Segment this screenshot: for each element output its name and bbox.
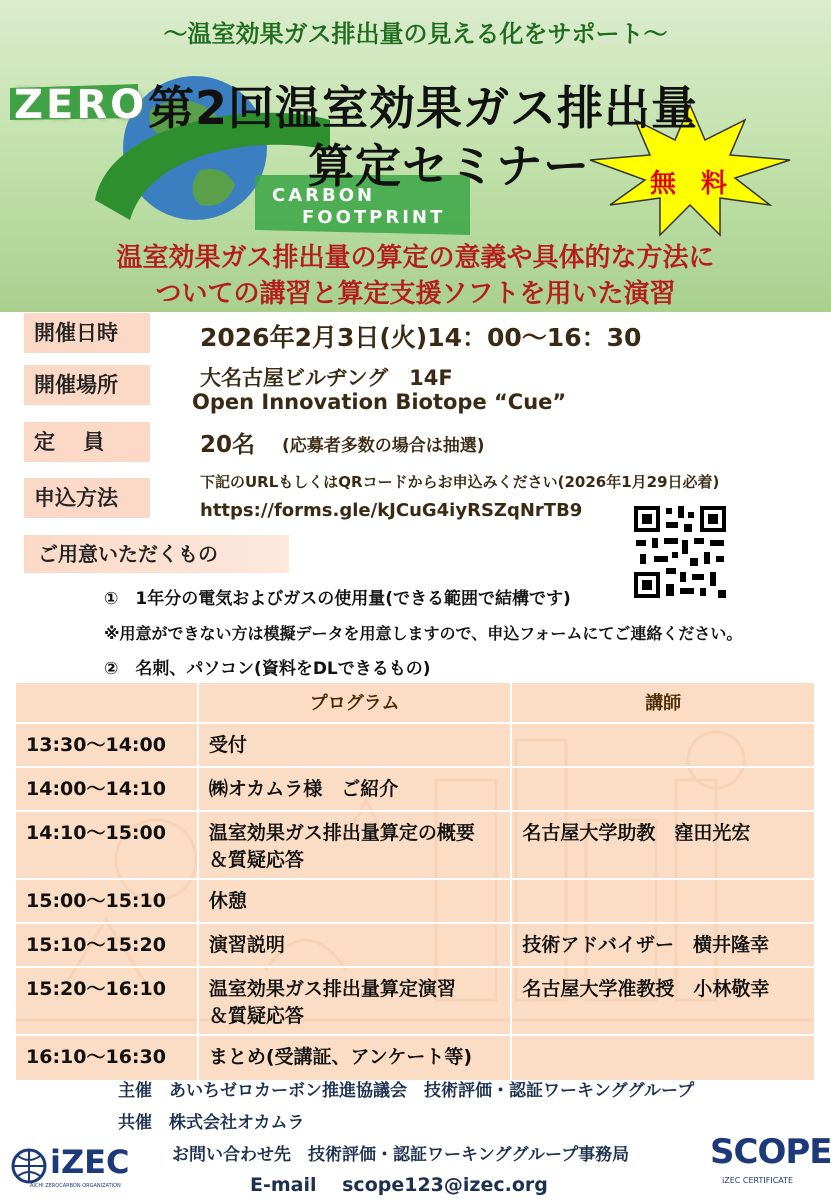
row-title: 温室効果ガス排出量算定演習 [208,978,456,1000]
izec-logo [10,1143,135,1193]
subtitle-line2: ついての講習と算定支援ソフトを用いた演習 [155,279,676,309]
qr-code-icon[interactable] [630,502,730,602]
scope-logo [710,1132,831,1192]
venue-line2: Open Innovation Biotope “Cue” [192,390,567,414]
row-lecturer [511,723,815,767]
scope-logo-sub: iZEC CERTIFICATE [722,1176,794,1185]
apply-note: 下記のURLもしくはQRコードからお申込みください(2026年1月29日必着) [200,473,720,491]
row-time: 14:10〜15:00 [16,811,198,879]
preparation-item2: ② 名刺、パソコン(資料をDLできるもの) [104,659,431,679]
table-row [16,723,815,767]
subtitle [0,240,831,312]
row-time: 15:00〜15:10 [16,879,198,923]
row-title: ㈱オカムラ様 ご紹介 [198,767,512,811]
carbon-line2: FOOTPRINT [302,207,446,228]
izec-logo-sub: AICHI ZEROCARBON ORGANIZATION [30,1183,121,1189]
row-title: まとめ(受講証、アンケート等) [198,1035,512,1081]
date-label: 開催日時 [24,313,150,353]
globe-icon [10,1147,48,1185]
row-time: 13:30〜14:00 [16,723,198,767]
row-title: 休憩 [198,879,512,923]
venue-label: 開催場所 [24,365,150,405]
preparation-note: ※用意ができない方は模擬データを用意しますので、申込フォームにてご連絡ください。 [104,624,743,643]
table-header-program: プログラム [198,683,512,723]
zero-text: ZERO [14,82,148,128]
program-table [16,683,816,1082]
venue-line1: 大名古屋ビルヂング 14F [200,366,453,390]
row-title: 温室効果ガス排出量算定の概要 [208,822,475,844]
table-row [16,767,815,811]
capacity-label: 定 員 [24,422,150,462]
capacity-value: 20名 [200,432,256,458]
table-row [16,1035,815,1081]
row-title-cell [198,967,512,1035]
free-badge: 無 料 [650,169,736,199]
table-header-time [16,683,198,723]
table-row [16,811,815,879]
apply-url-link[interactable]: https://forms.gle/kJCuG4iyRSZqNrTB9 [200,500,583,521]
table-row [16,923,815,967]
subtitle-line1: 温室効果ガス排出量の算定の意義や具体的な方法に [116,243,715,273]
page-title-line2: 算定セミナー [308,139,590,193]
row-lecturer [511,879,815,923]
izec-logo-text: iZEC [50,1143,130,1181]
row-time: 15:20〜16:10 [16,967,198,1035]
email-link[interactable]: E-mail scope123@izec.org [250,1174,548,1196]
row-time: 16:10〜16:30 [16,1035,198,1081]
capacity-note: (応募者多数の場合は抽選) [282,436,485,456]
date-value: 2026年2月3日(火)14：00〜16：30 [200,323,642,352]
carbon-footprint-text [272,185,445,229]
row-lecturer [511,1035,815,1081]
host-text: 主催 あいちゼロカーボン推進協議会 技術評価・認証ワーキンググループ [118,1081,695,1101]
row-title-cell [198,811,512,879]
row-time: 15:10〜15:20 [16,923,198,967]
table-row [16,879,815,923]
row-title: 演習説明 [198,923,512,967]
row-lecturer [511,767,815,811]
table-header-row [16,683,815,723]
row-title-sub: ＆質疑応答 [208,849,304,871]
scope-logo-text: SCOPE [710,1132,831,1172]
table-row [16,967,815,1035]
tagline: 〜温室効果ガス排出量の見える化をサポート〜 [163,20,668,48]
row-lecturer: 名古屋大学准教授 小林敬幸 [511,967,815,1035]
table-header-lecturer: 講師 [511,683,815,723]
cohost-text: 共催 株式会社オカムラ [118,1113,305,1133]
row-time: 14:00〜14:10 [16,767,198,811]
row-title-sub: ＆質疑応答 [208,1005,304,1027]
row-lecturer: 名古屋大学助教 窪田光宏 [511,811,815,879]
row-title: 受付 [198,723,512,767]
carbon-line1: CARBON [272,185,376,206]
row-lecturer: 技術アドバイザー 横井隆幸 [511,923,815,967]
contact-text: お問い合わせ先 技術評価・認証ワーキンググループ事務局 [172,1145,630,1165]
page-title-line1: 第2回温室効果ガス排出量 [148,81,699,135]
preparation-heading: ご用意いただくもの [24,535,289,573]
preparation-item1: ① 1年分の電気およびガスの使用量(できる範囲で結構です) [104,589,571,609]
apply-label: 申込方法 [24,478,150,518]
